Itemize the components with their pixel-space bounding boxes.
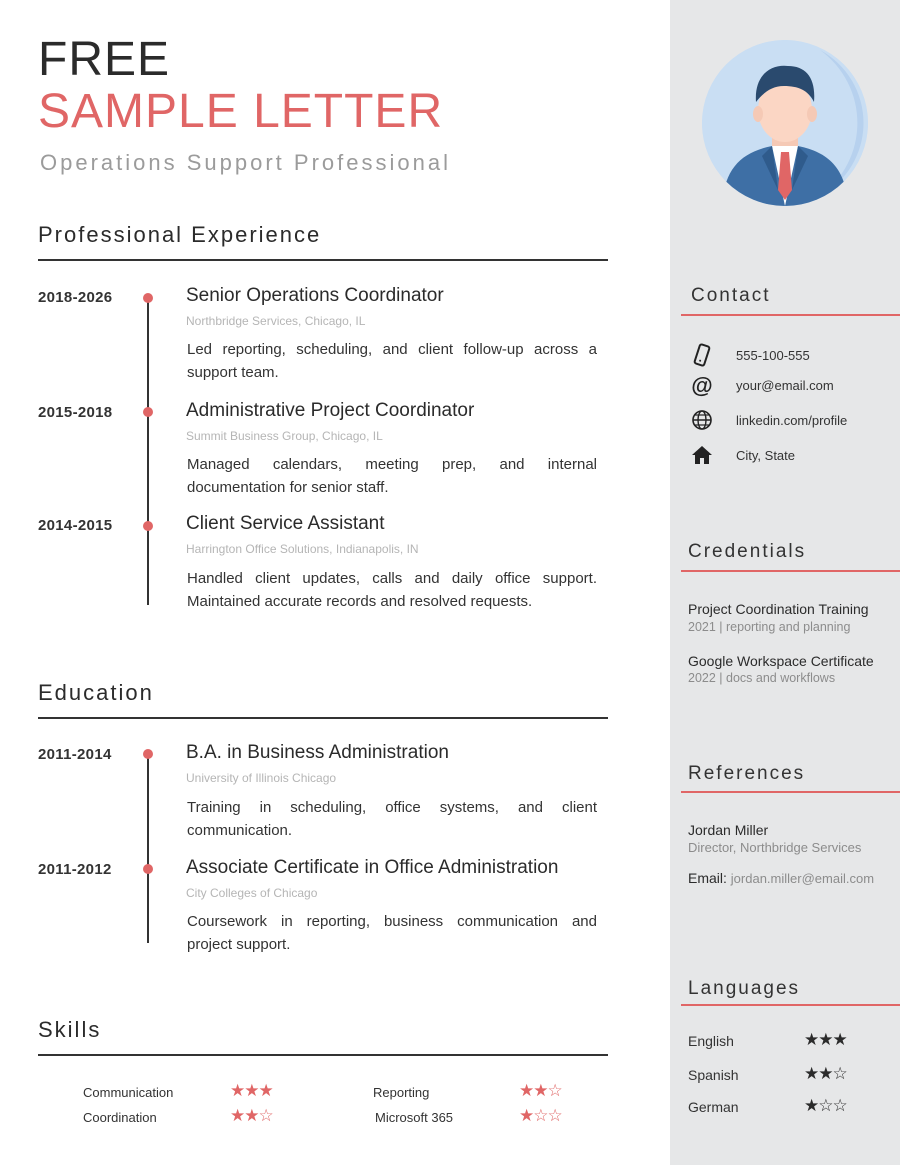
- languages-heading: Languages: [688, 978, 801, 999]
- reference-name: Jordan Miller: [688, 822, 769, 838]
- contact-location: City, State: [736, 448, 796, 463]
- experience-timeline: [147, 298, 149, 605]
- education-title: B.A. in Business Administration: [186, 742, 449, 763]
- language-name: English: [688, 1033, 734, 1049]
- language-rating-stars: ★★★: [804, 1030, 847, 1049]
- experience-title: Senior Operations Coordinator: [186, 285, 444, 306]
- role-title: Operations Support Professional: [40, 150, 451, 175]
- credential-title: Project Coordination Training: [688, 601, 869, 617]
- education-dates: 2011-2014: [38, 746, 112, 763]
- skill-name: Coordination: [83, 1110, 157, 1125]
- language-rating-stars: ★★☆: [804, 1064, 847, 1083]
- language-rating-stars: ★☆☆: [804, 1096, 847, 1115]
- reference-email-row: [688, 870, 874, 886]
- experience-title: Client Service Assistant: [186, 513, 385, 534]
- languages-divider: [681, 1004, 900, 1006]
- experience-org: Northbridge Services, Chicago, IL: [186, 314, 366, 328]
- language-name: German: [688, 1099, 739, 1115]
- education-title: Associate Certificate in Office Administration: [186, 857, 559, 878]
- education-dates: 2011-2012: [38, 861, 112, 878]
- timeline-dot: [143, 407, 153, 417]
- education-org: University of Illinois Chicago: [186, 771, 337, 785]
- experience-dates: 2014-2015: [38, 517, 113, 534]
- references-heading: References: [688, 763, 806, 784]
- references-divider: [681, 791, 900, 793]
- skill-rating-stars: ★★☆: [230, 1106, 273, 1125]
- experience-title: Administrative Project Coordinator: [186, 400, 475, 421]
- education-heading: Education: [38, 680, 154, 705]
- name-line-2: SAMPLE LETTER: [38, 85, 444, 138]
- reference-email-label: Email:: [688, 870, 727, 886]
- credentials-divider: [681, 570, 900, 572]
- skill-name: Communication: [83, 1085, 174, 1100]
- timeline-dot: [143, 749, 153, 759]
- timeline-dot: [143, 521, 153, 531]
- contact-linkedin[interactable]: linkedin.com/profile: [736, 413, 848, 428]
- experience-dates: 2015-2018: [38, 404, 113, 421]
- skill-rating-stars: ★★☆: [519, 1081, 562, 1100]
- experience-desc: Managed calendars, meeting prep, and internal documentation for senior staff.: [187, 456, 597, 496]
- experience-dates: 2018-2026: [38, 289, 113, 306]
- education-desc: Coursework in reporting, business communication and project support.: [187, 913, 597, 953]
- contact-divider: [681, 314, 900, 316]
- skills-divider: [38, 1054, 608, 1056]
- credentials-heading: Credentials: [688, 541, 807, 562]
- contact-phone[interactable]: 555-100-555: [736, 348, 810, 363]
- skills-heading: Skills: [38, 1017, 102, 1042]
- education-desc: Training in scheduling, office systems, and client communication.: [187, 799, 597, 839]
- skill-rating-stars: ★☆☆: [519, 1106, 562, 1125]
- timeline-dot: [143, 864, 153, 874]
- credential-sub: 2022 | docs and workflows: [688, 671, 836, 685]
- at-sign-icon: @: [691, 373, 713, 398]
- experience-heading: Professional Experience: [38, 222, 322, 247]
- experience-org: Summit Business Group, Chicago, IL: [186, 429, 383, 443]
- phone-icon: [690, 343, 714, 367]
- contact-email[interactable]: your@email.com: [736, 378, 834, 393]
- experience-divider: [38, 259, 608, 261]
- credential-sub: 2021 | reporting and planning: [688, 620, 851, 634]
- credential-title: Google Workspace Certificate: [688, 653, 874, 669]
- name-line-1: FREE: [38, 33, 171, 86]
- reference-email[interactable]: jordan.miller@email.com: [730, 871, 875, 886]
- person-avatar-icon: [702, 40, 868, 206]
- skill-rating-stars: ★★★: [230, 1081, 273, 1100]
- education-timeline: [147, 755, 149, 943]
- skill-name: Microsoft 365: [375, 1110, 454, 1125]
- globe-icon: [690, 408, 714, 432]
- education-divider: [38, 717, 608, 719]
- experience-org: Harrington Office Solutions, Indianapolis, IN: [186, 542, 419, 556]
- experience-desc: Handled client updates, calls and daily office support. Maintained accurate records and resolved requests.: [187, 570, 597, 610]
- language-name: Spanish: [688, 1067, 739, 1083]
- education-org: City Colleges of Chicago: [186, 886, 318, 900]
- contact-heading: Contact: [691, 285, 771, 306]
- timeline-dot: [143, 293, 153, 303]
- experience-desc: Led reporting, scheduling, and client follow-up across a support team.: [187, 341, 597, 381]
- skill-name: Reporting: [373, 1085, 430, 1100]
- reference-role: Director, Northbridge Services: [688, 840, 862, 855]
- home-icon: [690, 443, 714, 467]
- avatar: [702, 40, 868, 206]
